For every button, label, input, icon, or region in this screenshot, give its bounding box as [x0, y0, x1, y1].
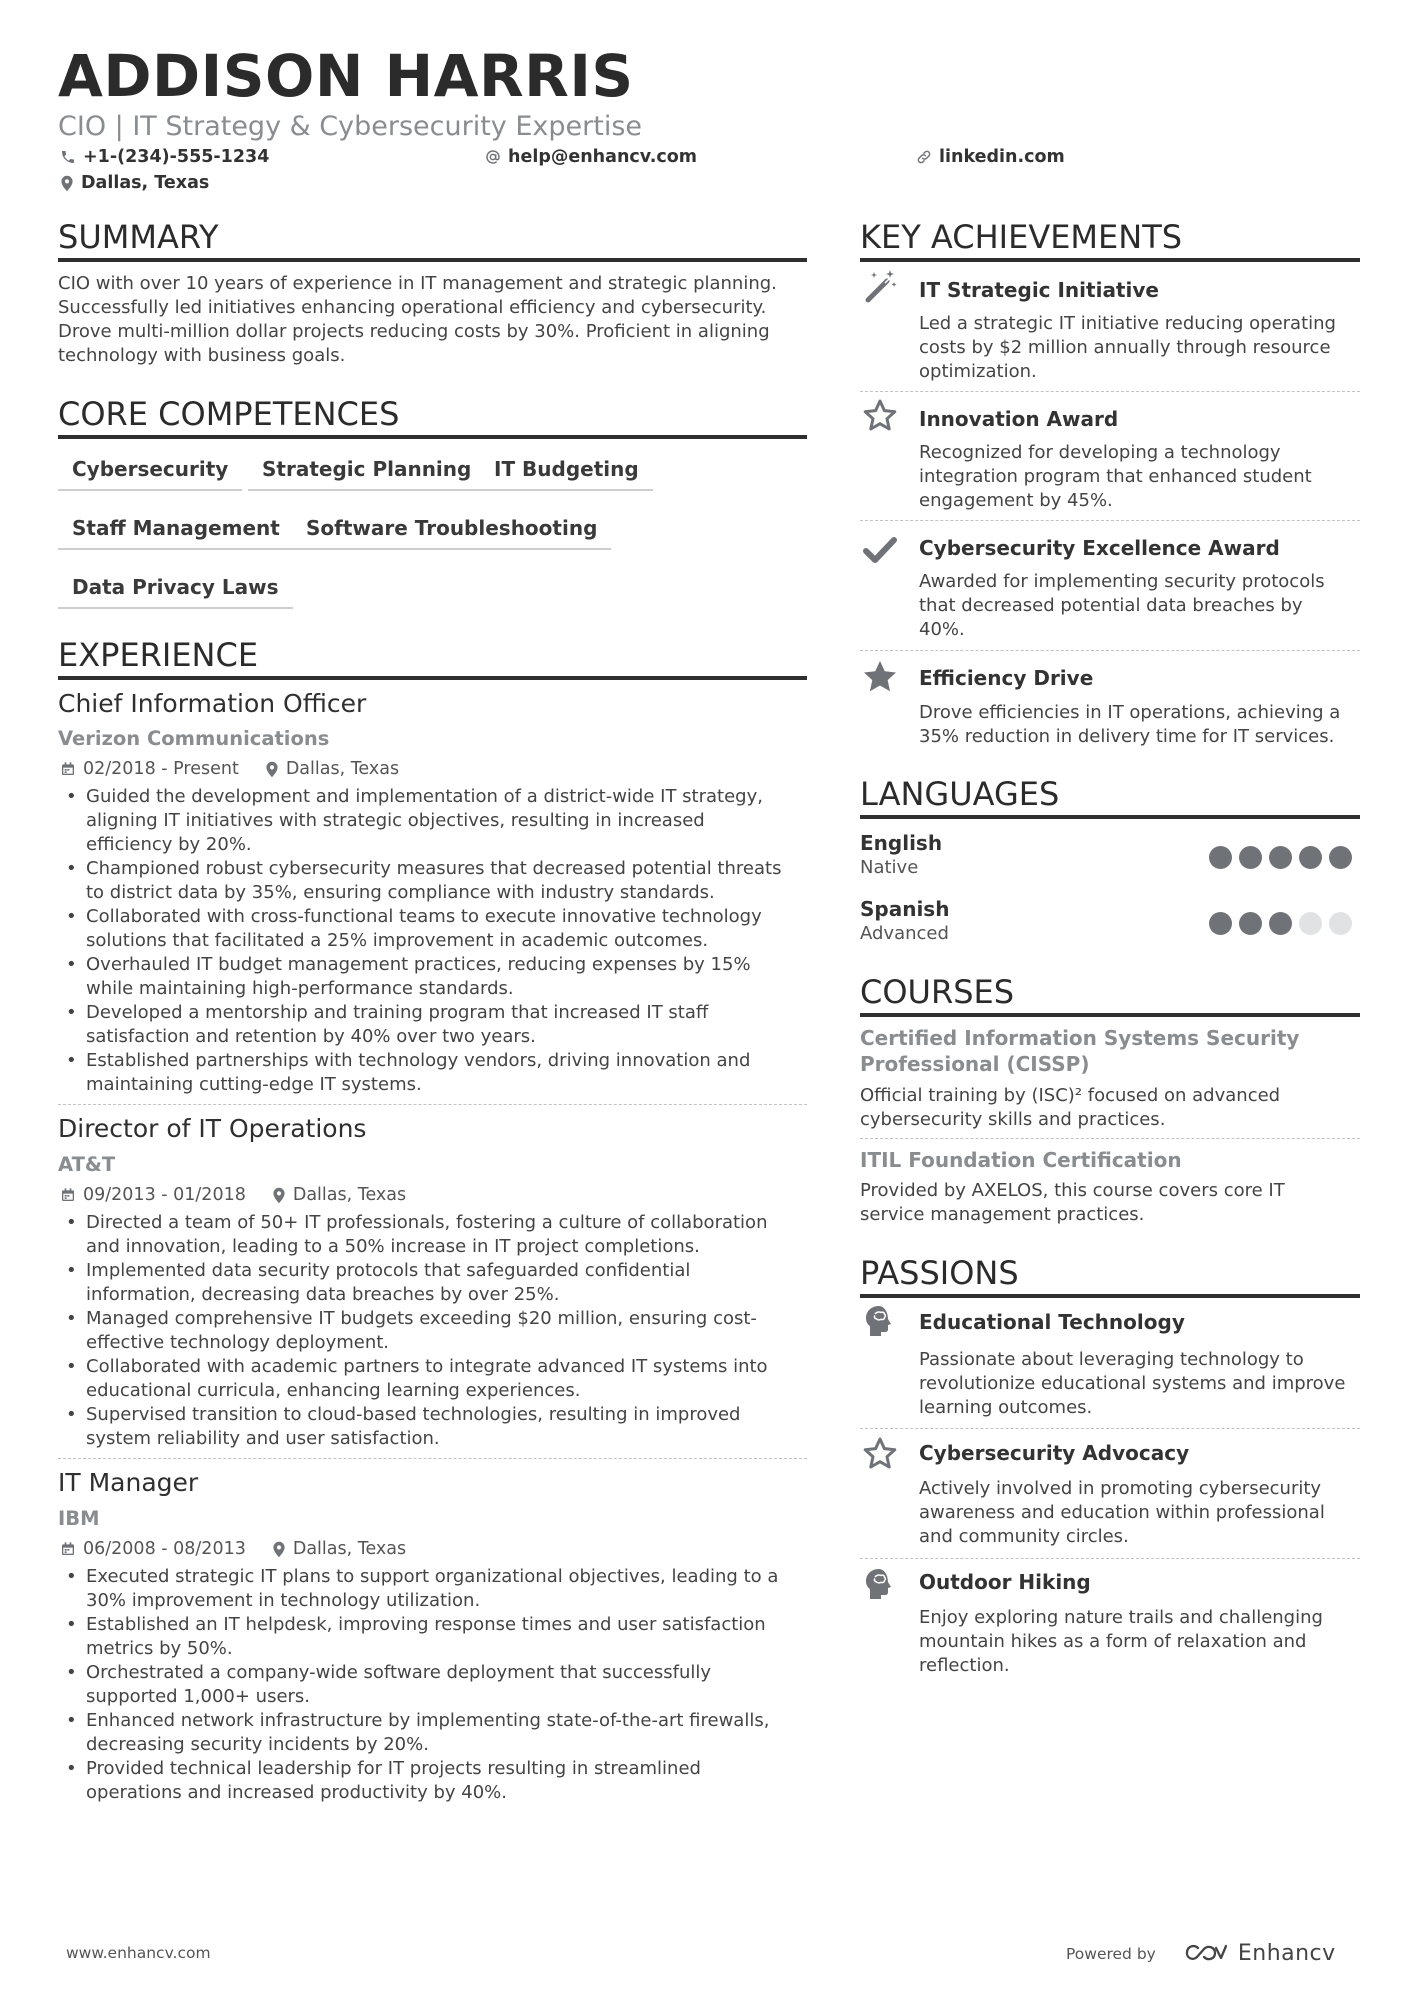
bullet-item: • Developed a mentorship and training program that increased IT staff satisfaction and retention by 40% over two years. [58, 1001, 813, 1049]
brand-name: Enhancv [1237, 1941, 1336, 1966]
location-pin-icon [265, 761, 279, 778]
job-title: Chief Information Officer [58, 689, 367, 718]
achievement-description: Drove efficiencies in IT operations, achieving a 35% reduction in delivery time for IT services. [919, 702, 1341, 747]
job-dates: 09/2013 - 01/2018 [83, 1185, 246, 1205]
achievement-description: Awarded for implementing security protocols that decreased potential data breaches by 40%. [919, 571, 1325, 640]
course-description: Provided by AXELOS, this course covers core IT service management practices. [860, 1180, 1285, 1225]
passion-divider [860, 1558, 1360, 1559]
rating-dot-filled [1299, 846, 1322, 869]
achievement-description: Recognized for developing a technology integration program that enhanced student engagement by 45%. [919, 442, 1312, 511]
job-dates: 06/2008 - 08/2013 [83, 1539, 246, 1559]
calendar-icon [60, 761, 76, 777]
achievement-title: Innovation Award [919, 407, 1119, 431]
passion-divider [860, 1428, 1360, 1429]
location-contact [60, 173, 209, 193]
summary-line: Successfully led initiatives enhancing operational efficiency and cybersecurity. [58, 297, 767, 318]
location-text: Dallas, Texas [81, 173, 210, 193]
job-location [272, 1539, 406, 1559]
candidate-title: CIO | IT Strategy & Cybersecurity Expertise [58, 111, 642, 142]
rating-dot-filled [1239, 912, 1262, 935]
achievement-title: IT Strategic Initiative [919, 278, 1159, 302]
job-location-text: Dallas, Texas [292, 1539, 407, 1559]
course-divider [860, 1138, 1360, 1139]
enhancv-logo-icon [1182, 1942, 1228, 1966]
bullet-item: • Orchestrated a company-wide software deployment that successfully supported 1,000+ users. [58, 1661, 813, 1709]
job-divider [58, 1104, 807, 1105]
passions-heading: PASSIONS [860, 1254, 1360, 1298]
footer-website[interactable]: www.enhancv.com [66, 1944, 211, 1962]
competence-tag: IT Budgeting [480, 457, 653, 491]
job-location-text: Dallas, Texas [285, 759, 400, 779]
company-name: IBM [58, 1507, 100, 1530]
bullet-item: • Enhanced network infrastructure by implementing state-of-the-art firewalls, decreasing security incidents by 20%. [58, 1709, 813, 1757]
passion-title: Outdoor Hiking [919, 1570, 1091, 1594]
bullet-item: • Managed comprehensive IT budgets exceeding $20 million, ensuring cost- effective technology deployment. [58, 1307, 813, 1355]
summary-line: technology with business goals. [58, 345, 346, 366]
location-pin-icon [272, 1541, 286, 1558]
phone-text: +1-(234)-555-1234 [83, 147, 270, 167]
brain-head-icon [862, 1566, 898, 1602]
language-level: Native [860, 857, 919, 878]
linkedin-text: linkedin.com [939, 147, 1065, 167]
bullet-item: • Provided technical leadership for IT projects resulting in streamlined operations and increased productivity by 40%. [58, 1757, 813, 1805]
calendar-icon [60, 1541, 76, 1557]
courses-heading: COURSES [860, 973, 1360, 1017]
location-pin-icon [60, 175, 74, 192]
passion-description: Passionate about leveraging technology to revolutionize educational systems and improve learning outcomes. [919, 1349, 1346, 1418]
language-rating [1209, 846, 1359, 869]
phone-contact[interactable] [60, 147, 269, 167]
languages-heading: LANGUAGES [860, 775, 1360, 819]
star-filled-icon [862, 659, 898, 695]
magic-wand-icon [862, 268, 898, 304]
summary-text [58, 272, 818, 368]
course-title: ITIL Foundation Certification [860, 1148, 1182, 1172]
achievement-title: Efficiency Drive [919, 666, 1094, 690]
powered-by-label: Powered by [1066, 1944, 1156, 1963]
bullet-item: • Established an IT helpdesk, improving response times and user satisfaction metrics by 50%. [58, 1613, 813, 1661]
footer-powered-by[interactable] [1066, 1941, 1336, 1966]
rating-dot-filled [1209, 846, 1232, 869]
competence-tag: Cybersecurity [58, 457, 242, 491]
experience-heading: EXPERIENCE [58, 636, 807, 680]
summary-heading: SUMMARY [58, 218, 807, 262]
job-title: IT Manager [58, 1468, 199, 1497]
passion-title: Cybersecurity Advocacy [919, 1441, 1190, 1465]
language-level: Advanced [860, 923, 949, 944]
star-outline-icon [862, 398, 898, 434]
rating-dot-filled [1209, 912, 1232, 935]
bullet-item: • Championed robust cybersecurity measures that decreased potential threats to district data by 35%, ensuring compliance with industry standards. [58, 857, 813, 905]
rating-dot-empty [1329, 912, 1352, 935]
rating-dot-filled [1269, 912, 1292, 935]
passion-description: Enjoy exploring nature trails and challenging mountain hikes as a form of relaxation and reflection. [919, 1607, 1323, 1676]
bullet-item: • Collaborated with academic partners to integrate advanced IT systems into educational curricula, enhancing learning experiences. [58, 1355, 813, 1403]
competence-tag: Software Troubleshooting [292, 516, 611, 550]
job-meta [60, 1539, 406, 1559]
calendar-icon [60, 1187, 76, 1203]
summary-line: CIO with over 10 years of experience in IT management and strategic planning. [58, 273, 777, 294]
job-divider [58, 1458, 807, 1459]
job-location [265, 759, 399, 779]
job-meta [60, 759, 399, 779]
job-bullets [58, 1565, 813, 1805]
email-contact[interactable] [485, 147, 697, 167]
bullet-item: • Implemented data security protocols that safeguarded confidential information, decreasing data breaches by over 25%. [58, 1259, 813, 1307]
job-bullets [58, 1211, 813, 1451]
achievement-divider [860, 520, 1360, 521]
passion-description: Actively involved in promoting cybersecurity awareness and education within professional and community circles. [919, 1478, 1325, 1547]
candidate-name: ADDISON HARRIS [58, 42, 634, 110]
competence-tag: Data Privacy Laws [58, 575, 293, 609]
email-text: help@enhancv.com [508, 147, 698, 167]
bullet-item: • Collaborated with cross-functional teams to execute innovative technology solutions that facilitated a 25% improvement in academic outcomes. [58, 905, 813, 953]
company-name: AT&T [58, 1153, 116, 1176]
competence-tag: Strategic Planning [248, 457, 485, 491]
language-name: Spanish [860, 897, 950, 921]
checkmark-icon [862, 532, 898, 568]
achievement-divider [860, 650, 1360, 651]
link-icon [916, 149, 932, 165]
course-description: Official training by (ISC)² focused on advanced cybersecurity skills and practices. [860, 1085, 1281, 1130]
job-title: Director of IT Operations [58, 1114, 367, 1143]
competence-tag: Staff Management [58, 516, 294, 550]
achievement-description: Led a strategic IT initiative reducing operating costs by $2 million annually through resource optimization. [919, 313, 1336, 382]
bullet-item: • Guided the development and implementation of a district-wide IT strategy, aligning IT initiatives with strategic objectives, resulting in increased efficiency by 20%. [58, 785, 813, 857]
at-icon [485, 149, 501, 165]
achievement-divider [860, 391, 1360, 392]
language-rating [1209, 912, 1359, 935]
rating-dot-filled [1239, 846, 1262, 869]
rating-dot-empty [1299, 912, 1322, 935]
course-title: Certified Information Systems Security Professional (CISSP) [860, 1026, 1300, 1076]
rating-dot-filled [1329, 846, 1352, 869]
competences-heading: CORE COMPETENCES [58, 395, 807, 439]
phone-icon [60, 149, 76, 165]
summary-line: Drove multi-million dollar projects reducing costs by 30%. Proficient in aligning [58, 321, 770, 342]
location-pin-icon [272, 1187, 286, 1204]
company-name: Verizon Communications [58, 727, 330, 750]
bullet-item: • Overhauled IT budget management practices, reducing expenses by 15% while maintaining high-performance standards. [58, 953, 813, 1001]
rating-dot-filled [1269, 846, 1292, 869]
bullet-item: • Directed a team of 50+ IT professionals, fostering a culture of collaboration and innovation, leading to a 50% increase in IT project completions. [58, 1211, 813, 1259]
job-meta [60, 1185, 406, 1205]
bullet-item: • Established partnerships with technology vendors, driving innovation and maintaining cutting-edge IT systems. [58, 1049, 813, 1097]
star-outline-icon [862, 1436, 898, 1472]
job-location-text: Dallas, Texas [292, 1185, 407, 1205]
linkedin-contact[interactable] [916, 147, 1065, 167]
achievement-title: Cybersecurity Excellence Award [919, 536, 1280, 560]
language-name: English [860, 831, 943, 855]
brain-head-icon [862, 1303, 898, 1339]
bullet-item: • Executed strategic IT plans to support organizational objectives, leading to a 30% improvement in technology utilization. [58, 1565, 813, 1613]
job-bullets [58, 785, 813, 1097]
passion-title: Educational Technology [919, 1310, 1185, 1334]
bullet-item: • Supervised transition to cloud-based technologies, resulting in improved system reliability and user satisfaction. [58, 1403, 813, 1451]
achievements-heading: KEY ACHIEVEMENTS [860, 218, 1360, 262]
job-dates: 02/2018 - Present [83, 759, 239, 779]
job-location [272, 1185, 406, 1205]
